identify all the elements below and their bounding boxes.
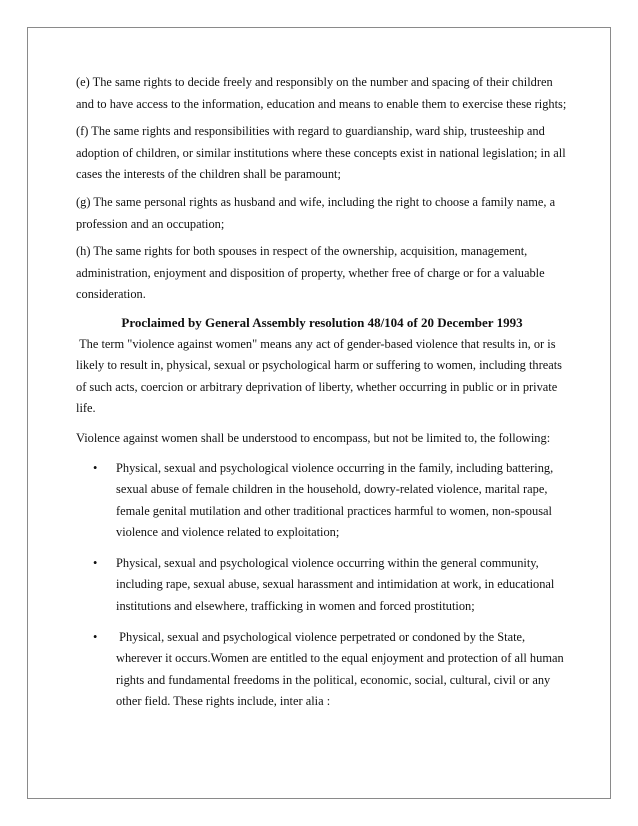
list-item xyxy=(76,627,568,713)
paragraph-g: (g) The same personal rights as husband and wife, including the right to choose a family name, a profession and an occupation; xyxy=(76,194,556,231)
document-body xyxy=(76,72,568,722)
bullet-icon: • xyxy=(93,555,98,570)
paragraph-e: (e) The same rights to decide freely and responsibly on the number and spacing of their children and to have access to the information, education and means to enable them to exercise these rights; xyxy=(76,75,567,111)
resolution-heading: Proclaimed by General Assembly resolution 48/104 of 20 December 1993 xyxy=(121,314,523,330)
list-item-text: Physical, sexual and psychological violence occurring within the general community, including rape, sexual abuse, sexual harassment and intimidation at work, in educational institutions and elsewhere, trafficking in women and forced prostitution; xyxy=(116,555,555,614)
paragraph-f: (f) The same rights and responsibilities with regard to guardianship, ward ship, trusteeship and adoption of children, or similar institutions where these concepts exist in national legislation; in all cases the interests of the children shall be paramount; xyxy=(76,124,566,182)
paragraph-h: (h) The same rights for both spouses in respect of the ownership, acquisition, management, administration, enjoyment and disposition of property, whether free of charge or for a valuable consideration. xyxy=(76,244,545,302)
document-page xyxy=(27,27,611,799)
list-item xyxy=(76,553,568,618)
bullet-icon: • xyxy=(93,460,98,475)
bullet-icon: • xyxy=(93,629,98,644)
violence-list xyxy=(76,458,568,714)
list-item-text: Physical, sexual and psychological violence perpetrated or condoned by the State, wherever it occurs.Women are entitled to the equal enjoyment and protection of all human rights and fundamental freedoms in the political, economic, social, cultural, civil or any other field. These rights include, inter alia : xyxy=(116,629,567,709)
list-item-text: Physical, sexual and psychological violence occurring in the family, including battering, sexual abuse of female children in the household, dowry-related violence, marital rape, female genital mutilation and other traditional practices harmful to women, non-spousal violence and violence related to exploitation; xyxy=(116,460,554,540)
list-intro: Violence against women shall be understood to encompass, but not be limited to, the following: xyxy=(76,430,551,445)
definition-paragraph: The term "violence against women" means any act of gender-based violence that results in, or is likely to result in, physical, sexual or psychological harm or suffering to women, including threats of such acts, coercion or arbitrary deprivation of liberty, whether occurring in public or in private life. xyxy=(76,336,566,416)
list-item xyxy=(76,458,568,544)
